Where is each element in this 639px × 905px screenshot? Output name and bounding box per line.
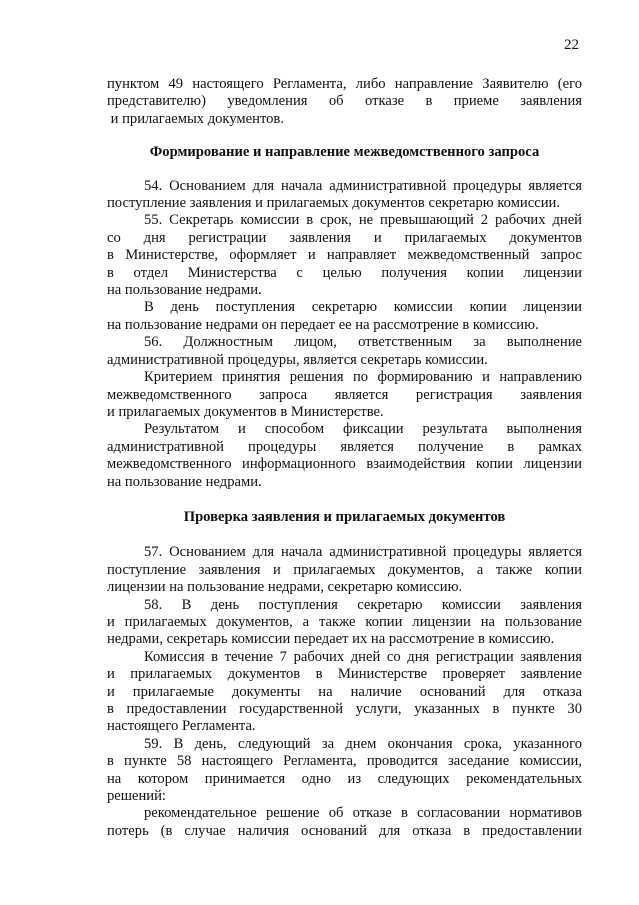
paragraph-56c-line: межведомственного информационного взаимодействия копии лицензии <box>107 456 582 473</box>
section-heading-application-check: Проверка заявления и прилагаемых документов <box>183 508 506 525</box>
paragraph-59-line: на котором принимается одно из следующих рекомендательных <box>107 770 582 787</box>
paragraph-55b-line: на пользование недрами он передает ее на рассмотрение в комиссию. <box>107 316 539 333</box>
paragraph-58b-line: и прилагаемых документов в Министерстве проверяет заявление <box>107 666 582 683</box>
paragraph-59b-line: потерь (в случае наличия оснований для отказа в предоставлении <box>107 822 582 839</box>
paragraph-59-line: 59. В день, следующий за днем окончания срока, указанного <box>144 735 582 752</box>
paragraph-59-line: решений: <box>107 788 166 805</box>
paragraph-56-line: 56. Должностным лицом, ответственным за выполнение <box>144 334 582 351</box>
paragraph-57-line: поступление заявления и прилагаемых документов, а также копии <box>107 561 582 578</box>
paragraph-56-line: административной процедуры, является секретарь комиссии. <box>107 351 488 368</box>
paragraph-55-line: на пользование недрами. <box>107 282 262 299</box>
paragraph-line: и прилагаемых документов. <box>107 110 284 127</box>
paragraph-55-line: со дня регистрации заявления и прилагаемых документов <box>107 229 582 246</box>
paragraph-54-line: 54. Основанием для начала административной процедуры является <box>144 177 582 194</box>
paragraph-54-line: поступление заявления и прилагаемых документов секретарю комиссии. <box>107 195 560 212</box>
paragraph-55-line: в Министерстве, оформляет и направляет межведомственный запрос <box>107 247 582 264</box>
paragraph-55-line: 55. Секретарь комиссии в срок, не превышающий 2 рабочих дней <box>144 212 582 229</box>
paragraph-57-line: лицензии на пользование недрами, секретарю комиссию. <box>107 579 463 596</box>
paragraph-line: представителю) уведомления об отказе в приеме заявления <box>107 93 582 110</box>
paragraph-55b-line: В день поступления секретарю комиссии копии лицензии <box>144 299 582 316</box>
paragraph-56b-line: Критерием принятия решения по формированию и направлению <box>144 369 582 386</box>
paragraph-59-line: в пункте 58 настоящего Регламента, проводится заседание комиссии, <box>107 753 582 770</box>
paragraph-line: пунктом 49 настоящего Регламента, либо направление Заявителю (его <box>107 76 582 92</box>
paragraph-55-line: в отдел Министерства с целью получения копии лицензии <box>107 264 582 281</box>
paragraph-56c-line: Результатом и способом фиксации результата выполнения <box>144 421 582 438</box>
paragraph-59b-line: рекомендательное решение об отказе в согласовании нормативов <box>144 805 582 822</box>
paragraph-56c-line: административной процедуры является получение в рамках <box>107 438 582 455</box>
paragraph-56b-line: и прилагаемых документов в Министерстве. <box>107 403 384 420</box>
paragraph-58-line: недрами, секретарь комиссии передает их на рассмотрение в комиссию. <box>107 631 555 648</box>
paragraph-58b-line: и прилагаемые документы на наличие оснований для отказа <box>107 683 582 700</box>
document-body <box>107 76 582 840</box>
page-number: 22 <box>564 37 579 53</box>
paragraph-58b-line: в предоставлении государственной услуги, указанных в пункте 30 <box>107 701 582 717</box>
paragraph-58b-line: Комиссия в течение 7 рабочих дней со дня регистрации заявления <box>144 648 582 665</box>
paragraph-57-line: 57. Основанием для начала административной процедуры является <box>144 544 582 561</box>
paragraph-56c-line: на пользование недрами. <box>107 473 262 490</box>
section-heading-interdepartmental-request: Формирование и направление межведомственного запроса <box>149 144 540 161</box>
paragraph-56b-line: межведомственного запроса является регистрация заявления <box>107 386 582 403</box>
paragraph-58-line: и прилагаемых документов, а также копии лицензии на пользование <box>107 613 582 630</box>
paragraph-58b-line: настоящего Регламента. <box>107 718 256 735</box>
paragraph-58-line: 58. В день поступления секретарю комиссии заявления <box>144 596 582 613</box>
